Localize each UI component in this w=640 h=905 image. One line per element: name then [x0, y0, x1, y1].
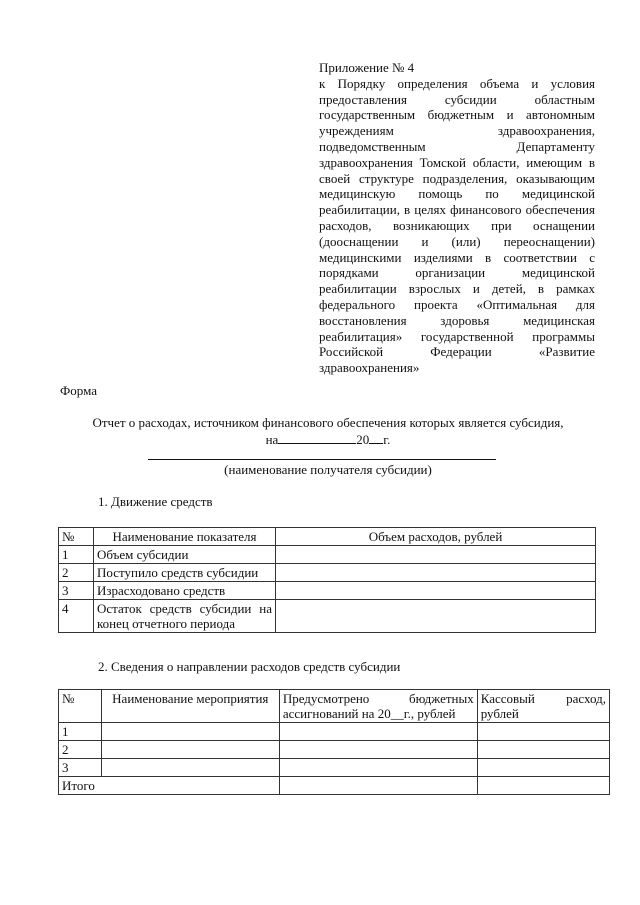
report-year-blank[interactable] [369, 431, 383, 444]
form-label: Форма [60, 383, 97, 398]
recipient-name-line[interactable] [148, 459, 496, 460]
table-header-row [59, 690, 610, 723]
header-activity: Наименование мероприятия [101, 690, 279, 723]
cash-cell[interactable] [477, 723, 609, 741]
row-num: 1 [59, 546, 94, 564]
appendix-block [319, 60, 595, 376]
row-name: Объем субсидии [94, 546, 276, 564]
row-num: 2 [59, 741, 102, 759]
row-value-cell[interactable] [276, 600, 596, 633]
table-row [59, 741, 610, 759]
funds-movement-table [58, 527, 596, 633]
cash-cell[interactable] [477, 741, 609, 759]
planned-cell[interactable] [279, 723, 477, 741]
appendix-body: к Порядку определения объема и условия предоставления субсидии областным государственным бюджетным и автономным учреждениям здравоохранения, подведомственным Департаменту здравоохранения Томской области, имеющим в своей структуре подразделения, оказывающим медицинскую помощь по медицинской реабилитации, в целях финансового обеспечения расходов, возникающих при оснащении (дооснащении и (или) переоснащении) медицинскими изделиями в соответствии с порядками организации медицинской реабилитации взрослых и детей, в рамках федерального проекта «Оптимальная для восстановления здоровья медицинская реабилитация» государственной программы Российской Федерации «Развитие здравоохранения» [319, 75, 595, 376]
report-date-year: 20 [356, 432, 370, 447]
activity-cell[interactable] [101, 723, 279, 741]
report-date-suffix: г. [383, 432, 391, 447]
activity-cell[interactable] [101, 759, 279, 777]
row-value-cell[interactable] [276, 564, 596, 582]
total-label: Итого [59, 777, 280, 795]
header-amount: Объем расходов, рублей [276, 528, 596, 546]
recipient-caption: (наименование получателя субсидии) [224, 462, 432, 477]
header-indicator: Наименование показателя [94, 528, 276, 546]
header-planned: Предусмотрено бюджетных ассигнований на 20__г., рублей [279, 690, 477, 723]
section2-heading: 2. Сведения о направлении расходов средств субсидии [98, 659, 401, 674]
cash-cell[interactable] [477, 759, 609, 777]
planned-cell[interactable] [279, 741, 477, 759]
header-num: № [59, 528, 94, 546]
header-num: № [59, 690, 102, 723]
table-row [59, 546, 596, 564]
table-row [59, 564, 596, 582]
row-num: 3 [59, 582, 94, 600]
row-name: Израсходовано средств [94, 582, 276, 600]
total-row [59, 777, 610, 795]
table-row [59, 600, 596, 633]
report-title: Отчет о расходах, источником финансового обеспечения которых является субсидия, [92, 415, 564, 430]
report-date-line [60, 431, 596, 448]
total-cash-cell[interactable] [477, 777, 609, 795]
table-row [59, 759, 610, 777]
row-value-cell[interactable] [276, 582, 596, 600]
table-row [59, 723, 610, 741]
planned-cell[interactable] [279, 759, 477, 777]
expenses-table [58, 689, 610, 795]
row-value-cell[interactable] [276, 546, 596, 564]
total-planned-cell[interactable] [279, 777, 477, 795]
row-name: Поступило средств субсидии [94, 564, 276, 582]
row-num: 2 [59, 564, 94, 582]
table-header-row [59, 528, 596, 546]
row-num: 3 [59, 759, 102, 777]
row-name: Остаток средств субсидии на конец отчетного периода [94, 600, 276, 633]
row-num: 4 [59, 600, 94, 633]
report-date-blank[interactable] [278, 431, 356, 444]
activity-cell[interactable] [101, 741, 279, 759]
table-row [59, 582, 596, 600]
section1-heading: 1. Движение средств [98, 494, 213, 509]
header-cash: Кассовый расход, рублей [477, 690, 609, 723]
row-num: 1 [59, 723, 102, 741]
report-date-prefix: на [265, 432, 279, 447]
appendix-title: Приложение № 4 [319, 60, 415, 75]
